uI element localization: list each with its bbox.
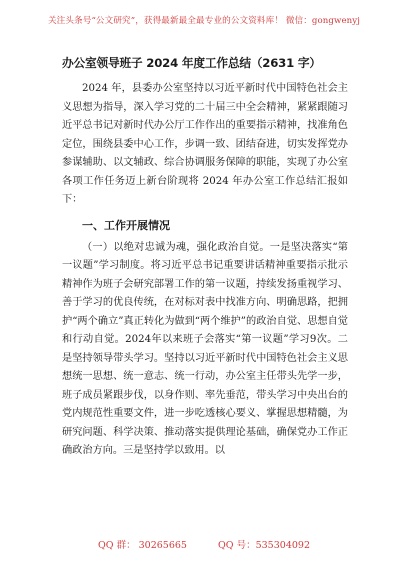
intro-paragraph: 2024 年，县委办公室坚持以习近平新时代中国特色社会主义思想为指导，深入学习党的二十届三中全会精神，紧紧跟随习近平总书记对新时代办公厅工作作出的重要指示精神，找准角色定位，围绕县委中心工作，步调一致、团结奋进，切实发挥党办参谋辅助、以文辅政、综合协调服务保障的职能，实现了办公室各项工作任务迈上新台阶现将 2024 年办公室工作总结汇报如下： — [62, 83, 348, 205]
document-title: 办公室领导班子 2024 年度工作总结（2631 字） — [62, 56, 321, 70]
footer-qq-group: QQ 群： 30265665 — [97, 540, 187, 551]
header-banner: 关注头条号“公文研究”，获得最新最全最专业的公文资料库！ 微信：gongwenyj — [47, 16, 361, 26]
section-paragraph: （一）以绝对忠诚为魂，强化政治自觉。一是坚决落实“第一议题”学习制度。将习近平总书记重要讲话精神重要指示批示精神作为班子会研究部署工作的第一议题，持续发扬重视学习、善于学习的优良传统，在对标对表中找准方向、明确思路，把拥护“两个确立”真正转化为做到“两个维护”的政治自觉、思想自觉和行动自觉。2024年以来班子会落实“第一议题”学习9次。二是坚持领导带头学习。坚持以习近平新时代中国特色社会主义思想统一思想、统一意志、统一行动，办公室主任带头先学一步，班子成员紧跟步伐，以身作则、率先垂范，带头学习中央出台的党内规范性重要文件，进一步吃透核心要义、掌握思想精髓，为研究问题、科学决策、推动落实提供理论基础，确保党办工作正确政治方向。三是坚持学以致用。以 — [62, 241, 348, 456]
footer-contact — [0, 537, 408, 551]
footer-qq-number: QQ 号：535304092 — [218, 540, 310, 551]
section-heading: 一、工作开展情况 — [82, 218, 170, 232]
document-body — [62, 55, 348, 461]
